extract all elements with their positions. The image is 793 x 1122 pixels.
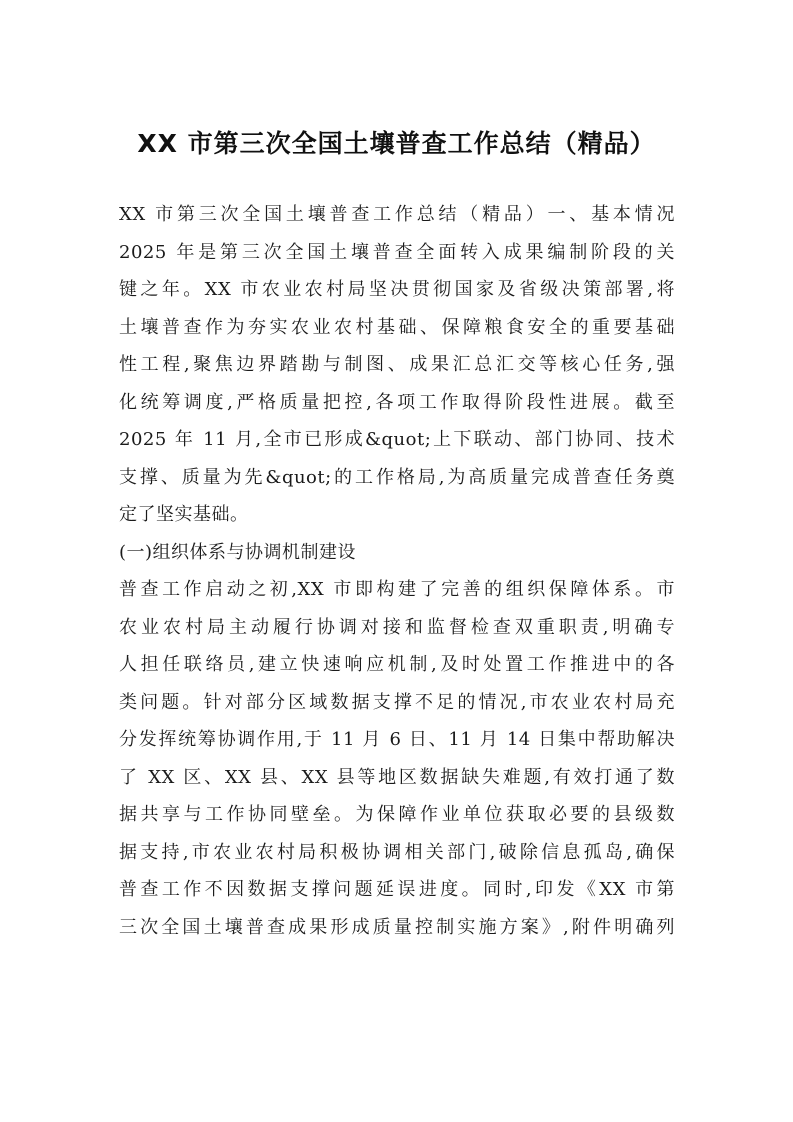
body-line: 2025 年 11 月,全市已形成&quot;上下联动、部门协同、技术 <box>119 429 675 450</box>
body-line: 农业农村局主动履行协调对接和监督检查双重职责,明确专 <box>119 616 675 638</box>
body-line: XX 市第三次全国土壤普查工作总结（精品）一、基本情况 <box>119 204 675 225</box>
body-line: 了 XX 区、XX 县、XX 县等地区数据缺失难题,有效打通了数 <box>119 766 675 788</box>
document-body <box>119 196 675 946</box>
body-line: 键之年。XX 市农业农村局坚决贯彻国家及省级决策部署,将 <box>119 279 675 300</box>
body-line: 化统筹调度,严格质量把控,各项工作取得阶段性进展。截至 <box>119 391 675 413</box>
body-line: 2025 年是第三次全国土壤普查全面转入成果编制阶段的关 <box>119 241 675 263</box>
section-heading: (一)组织体系与协调机制建设 <box>119 541 357 563</box>
body-line: 普查工作启动之初,XX 市即构建了完善的组织保障体系。市 <box>119 579 675 600</box>
body-line: 性工程,聚焦边界踏勘与制图、成果汇总汇交等核心任务,强 <box>119 354 675 375</box>
body-line: 据共享与工作协同壁垒。为保障作业单位获取必要的县级数 <box>119 804 675 825</box>
body-line: 定了坚实基础。 <box>119 504 249 525</box>
body-line: 三次全国土壤普查成果形成质量控制实施方案》,附件明确列 <box>119 916 675 938</box>
document-title: XX 市第三次全国土壤普查工作总结（精品） <box>137 129 656 158</box>
body-line: 据支持,市农业农村局积极协调相关部门,破除信息孤岛,确保 <box>119 841 675 863</box>
body-line: 土壤普查作为夯实农业农村基础、保障粮食安全的重要基础 <box>119 316 675 338</box>
body-line: 类问题。针对部分区域数据支撑不足的情况,市农业农村局充 <box>119 691 675 713</box>
body-line: 支撑、质量为先&quot;的工作格局,为高质量完成普查任务奠 <box>119 466 675 488</box>
body-line: 人担任联络员,建立快速响应机制,及时处置工作推进中的各 <box>119 654 675 675</box>
body-line: 分发挥统筹协调作用,于 11 月 6 日、11 月 14 日集中帮助解决 <box>119 729 675 750</box>
body-line: 普查工作不因数据支撑问题延误进度。同时,印发《XX 市第 <box>119 879 675 900</box>
